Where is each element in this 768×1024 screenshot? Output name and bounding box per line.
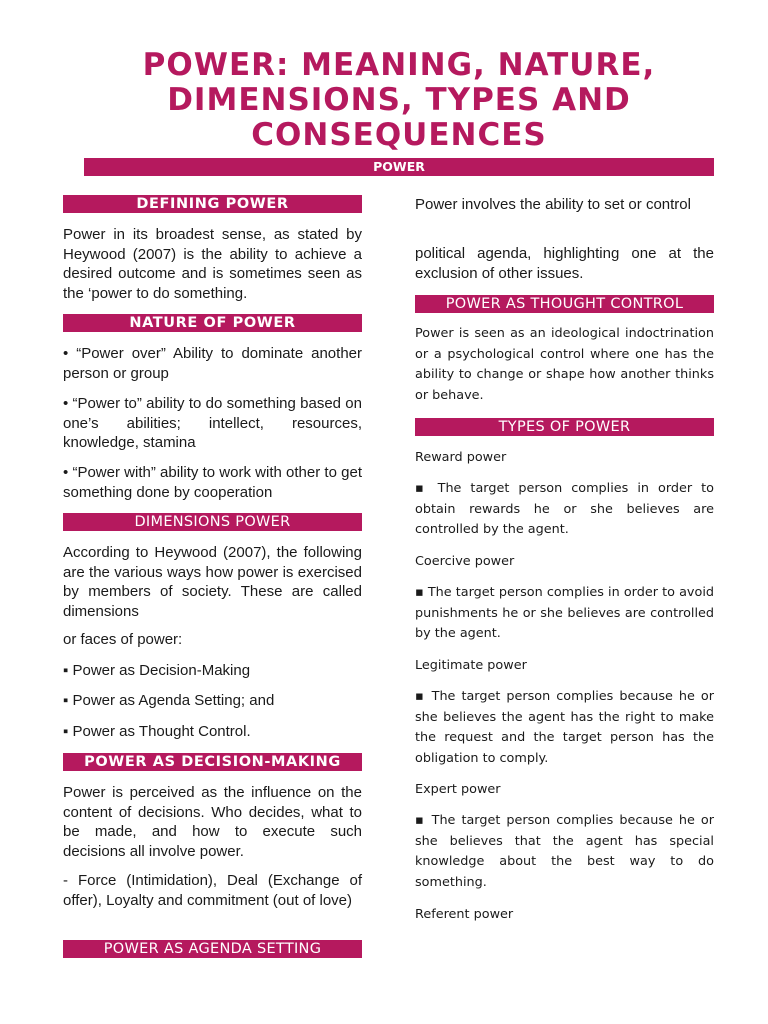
heading-types-of-power: TYPES OF POWER xyxy=(415,418,714,436)
paragraph-agenda-setting: Power involves the ability to set or control xyxy=(415,196,691,213)
list-item-power-to: • “Power to” ability to do something based on one’s abilities; intellect, resources, knowledge, stamina xyxy=(63,395,362,451)
paragraph-dimensions-intro-2: or faces of power: xyxy=(63,631,183,648)
heading-nature-of-power: NATURE OF POWER xyxy=(63,314,362,332)
paragraph-defining-power: Power in its broadest sense, as stated by Heywood (2007) is the ability to achieve a desired outcome and is sometimes seen as the ‘power to do something. xyxy=(63,226,362,302)
heading-power-as-agenda-setting: POWER AS AGENDA SETTING xyxy=(63,940,362,958)
paragraph-thought-control: Power is seen as an ideological indoctrination or a psychological control where one has the ability to change or shape how another thinks or behave. xyxy=(415,326,714,403)
document-title: POWER: MEANING, NATURE, DIMENSIONS, TYPES AND CONSEQUENCES xyxy=(142,47,656,153)
list-item-power-over: • “Power over” Ability to dominate another person or group xyxy=(63,345,362,382)
list-item-power-with: • “Power with” ability to work with other to get something done by cooperation xyxy=(63,464,362,501)
label-coercive-power: Coercive power xyxy=(415,554,515,569)
heading-power-as-thought-control: POWER AS THOUGHT CONTROL xyxy=(415,295,714,313)
paragraph-coercive-power: ▪ The target person complies in order to avoid punishments he or she believes are controlled by the agent. xyxy=(415,585,714,641)
paragraph-decision-making-forms: - Force (Intimidation), Deal (Exchange of offer), Loyalty and commitment (out of love) xyxy=(63,872,362,909)
list-item-decision-making: ▪ Power as Decision-Making xyxy=(63,662,251,679)
paragraph-agenda-setting-2: political agenda, highlighting one at the exclusion of other issues. xyxy=(415,245,714,282)
paragraph-reward-power: ▪ The target person complies in order to obtain rewards he or she believes are controlled by the agent. xyxy=(415,481,714,537)
paragraph-decision-making: Power is perceived as the influence on the content of decisions. Who decides, what to be made, and how to execute such decisions all involve power. xyxy=(63,784,362,860)
list-item-agenda-setting: ▪ Power as Agenda Setting; and xyxy=(63,692,275,709)
paragraph-legitimate-power: ▪ The target person complies because he or she believes the agent has the right to make the request and the target person has the obligation to comply. xyxy=(415,689,714,766)
label-reward-power: Reward power xyxy=(415,450,507,465)
paragraph-dimensions-intro: According to Heywood (2007), the following are the various ways how power is exercised by members of society. These are called dimensions xyxy=(63,544,362,620)
heading-defining-power: DEFINING POWER xyxy=(63,195,362,213)
list-item-thought-control: ▪ Power as Thought Control. xyxy=(63,723,251,740)
section-bar-power: POWER xyxy=(84,158,714,176)
label-expert-power: Expert power xyxy=(415,782,501,797)
label-referent-power: Referent power xyxy=(415,907,514,922)
label-legitimate-power: Legitimate power xyxy=(415,658,527,673)
heading-power-as-decision-making: POWER AS DECISION-MAKING xyxy=(63,753,362,771)
heading-dimensions-power: DIMENSIONS POWER xyxy=(63,513,362,531)
paragraph-expert-power: ▪ The target person complies because he or she believes that the agent has special knowledge about the best way to do something. xyxy=(415,813,714,890)
